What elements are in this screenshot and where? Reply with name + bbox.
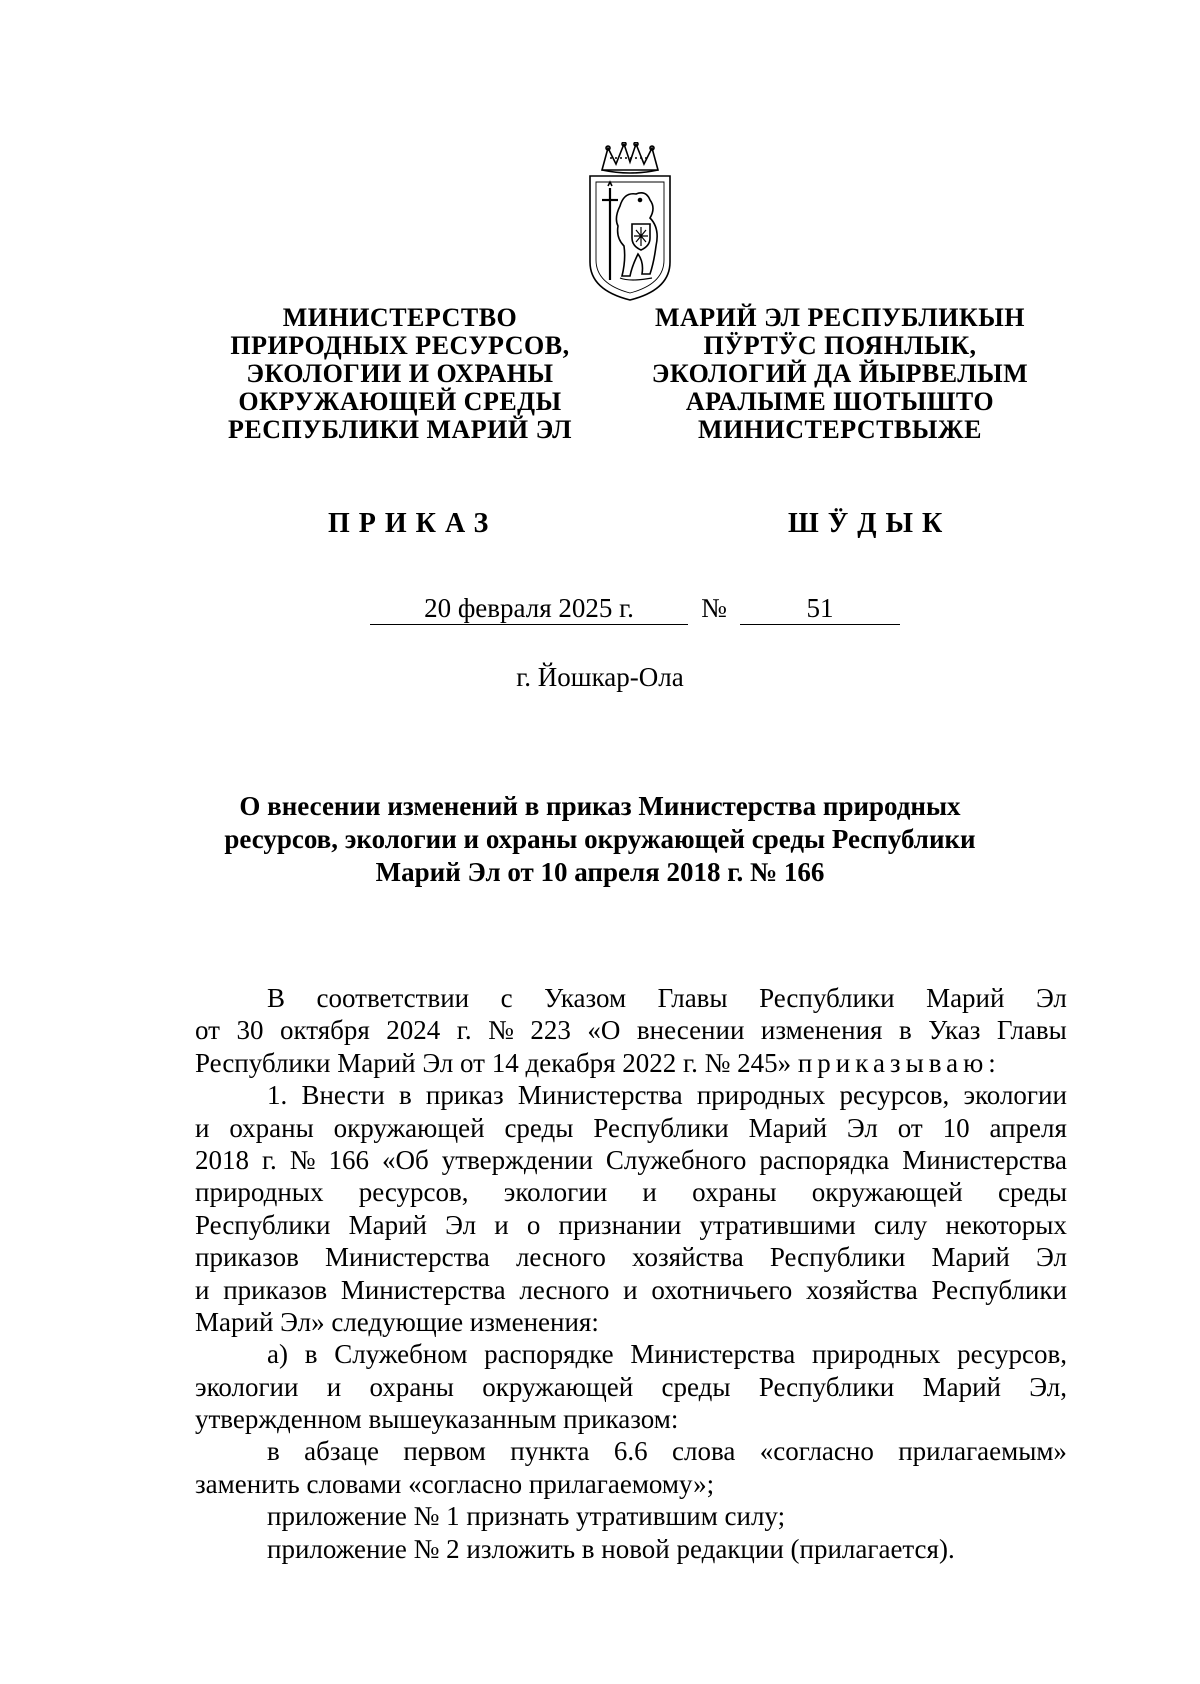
word: лесного [515,1242,606,1273]
org-mari-line: ЭКОЛОГИЙ ДА ЙЫРВЕЛЫМ [651,359,1029,388]
word: «согласно [759,1436,874,1467]
word: окружающей [811,1177,963,1208]
word: в [899,1015,912,1046]
word: Эл [445,1209,477,1240]
city: г. Йошкар-Ола [516,662,684,692]
body-line [195,1241,1067,1273]
title-line: О внесении изменений в приказ Министерства природных [239,791,961,821]
organization-name-mari [630,304,1050,444]
body-line: приложение № 2 изложить в новой редакции (прилагается). [267,1533,955,1564]
org-ru-line: ЭКОЛОГИИ И ОХРАНЫ [246,359,554,388]
body-line [195,1274,1067,1306]
word: слова [672,1436,736,1467]
word: октября [279,1015,370,1046]
word: ресурсов, [957,1339,1067,1370]
word: от [897,1112,923,1143]
word: среды [997,1177,1067,1208]
word: «О [587,1015,621,1046]
body-line [195,1209,1067,1241]
word: Главы [996,1015,1067,1046]
word: и [642,1177,657,1208]
word: Республики [758,1371,895,1402]
word: и [326,1371,342,1402]
word: Республики [931,1274,1067,1305]
word: Марий [931,1242,1010,1273]
word: 223 [530,1015,571,1046]
word: Республики [759,983,895,1013]
word: некоторых [945,1209,1067,1240]
word: абзаце [304,1436,379,1467]
word: соответствии [316,983,470,1013]
word: «Об [382,1144,429,1175]
word: г. [262,1144,277,1175]
body-line [195,1144,1067,1176]
word: Указом [544,983,627,1013]
word: и [195,1112,210,1143]
title-line: ресурсов, экологии и охраны окружающей среды Республики [224,824,976,854]
word: о [526,1209,541,1240]
word: 10 [942,1112,970,1143]
word: силу [873,1209,928,1240]
word: ресурсов, [839,1080,950,1111]
word: и [494,1209,509,1240]
document-number: 51 [740,592,900,625]
word: Марий [922,1371,1001,1402]
word: хозяйства [632,1242,744,1273]
word: Эл [1035,983,1067,1013]
document-type-russian: ПРИКАЗ [328,508,498,539]
word: окружающей [482,1371,634,1402]
word: хозяйства [806,1274,918,1305]
word: прилагаемым» [898,1436,1067,1467]
body-line [195,1338,1067,1370]
word: Марий [926,983,1005,1013]
word: среды [504,1112,574,1143]
org-mari-line: МИНИСТЕРСТВЫЖЕ [698,415,982,444]
body-line: Марий Эл» следующие изменения: [195,1306,599,1337]
word: распорядке [484,1339,614,1370]
word: приказов [223,1274,328,1305]
body-line [195,1079,1067,1111]
word: окружающей [333,1112,485,1143]
body-line [195,982,1067,1014]
word: внесении [636,1015,745,1046]
body-text: Республики Марий Эл от 14 декабря 2022 г. № 245» [195,1047,798,1078]
word: Республики [593,1112,729,1143]
word: Министерства [902,1144,1067,1175]
word: В [267,983,286,1013]
order-word: приказываю: [797,1047,1001,1078]
word: среды [661,1371,731,1402]
word: природных [811,1339,941,1370]
body-line [195,1371,1067,1403]
document-type-mari: ШӰДЫК [788,508,952,539]
word: Марий [748,1112,828,1143]
word: первом [403,1436,486,1467]
word: Служебного [605,1144,747,1175]
word: Внести [301,1080,385,1111]
word: Эл [1035,1242,1067,1273]
word: экологии [195,1371,299,1402]
word: охраны [369,1371,454,1402]
body-line: утвержденном вышеуказанным приказом: [195,1404,679,1435]
word: Министерства [340,1274,506,1305]
word: Республики [769,1242,906,1273]
body-line [195,1047,1067,1079]
word: Служебном [334,1339,468,1370]
word: приказов [195,1242,299,1273]
word: в [304,1339,318,1370]
word: утратившими [699,1209,856,1240]
word: охотничьего [651,1274,793,1305]
org-mari-line: МАРИЙ ЭЛ РЕСПУБЛИКЫН [654,303,1026,332]
body-line [195,1014,1067,1046]
word: Министерства [325,1242,490,1273]
word: природных [195,1177,324,1208]
date-number-line [370,592,900,625]
org-ru-line: ПРИРОДНЫХ РЕСУРСОВ, [230,331,570,360]
word: и [195,1274,210,1305]
word: апреля [989,1112,1067,1143]
coat-of-arms-emblem [580,142,680,302]
word: Министерства [630,1339,796,1370]
word: приказ [425,1080,504,1111]
word: в [267,1436,280,1467]
word: Эл [846,1112,878,1143]
word: от [195,1015,220,1046]
word: экологии [503,1177,608,1208]
body-line [195,1176,1067,1208]
organization-name-russian [200,304,600,444]
word: экологии [963,1080,1067,1111]
word: с [500,983,513,1013]
word: изменения [760,1015,883,1046]
word: г. [456,1015,472,1046]
word: Министерства [517,1080,683,1111]
word: Эл, [1029,1371,1067,1402]
org-mari-line: АРАЛЫМЕ ШОТЫШТО [685,387,995,416]
word: Марий [348,1209,427,1240]
document-body [195,982,1067,1565]
title-line: Марий Эл от 10 апреля 2018 г. № 166 [375,857,825,887]
word: а) [267,1339,288,1370]
word: 2018 [195,1144,249,1175]
word: Указ [928,1015,981,1046]
word: распорядка [759,1144,890,1175]
word: 30 [236,1015,264,1046]
document-date: 20 февраля 2025 г. [370,592,688,625]
word: охраны [692,1177,777,1208]
document-title [150,790,1050,889]
word: 6.6 [613,1436,648,1467]
word: Главы [657,983,728,1013]
word: лесного [519,1274,610,1305]
word: природных [696,1080,826,1111]
word: 1. [267,1080,288,1111]
org-ru-line: МИНИСТЕРСТВО [282,303,518,332]
word: в [398,1080,412,1111]
word: Республики [195,1209,331,1240]
word: утверждении [441,1144,593,1175]
number-sign: № [701,593,727,623]
body-line [195,1435,1067,1467]
word: признании [558,1209,682,1240]
word: 166 [328,1144,370,1175]
org-mari-line: ПӰРТӰС ПОЯНЛЫК, [703,331,977,360]
body-line: заменить словами «согласно прилагаемому»; [195,1468,715,1499]
word: ресурсов, [358,1177,469,1208]
word: № [488,1015,514,1046]
org-ru-line: РЕСПУБЛИКИ МАРИЙ ЭЛ [227,415,573,444]
word: и [623,1274,638,1305]
body-line [195,1112,1067,1144]
org-ru-line: ОКРУЖАЮЩЕЙ СРЕДЫ [238,387,562,416]
word: охраны [229,1112,314,1143]
word: № [289,1144,316,1175]
word: 2024 [386,1015,441,1046]
word: пункта [510,1436,590,1467]
body-line: приложение № 1 признать утратившим силу; [267,1501,786,1532]
